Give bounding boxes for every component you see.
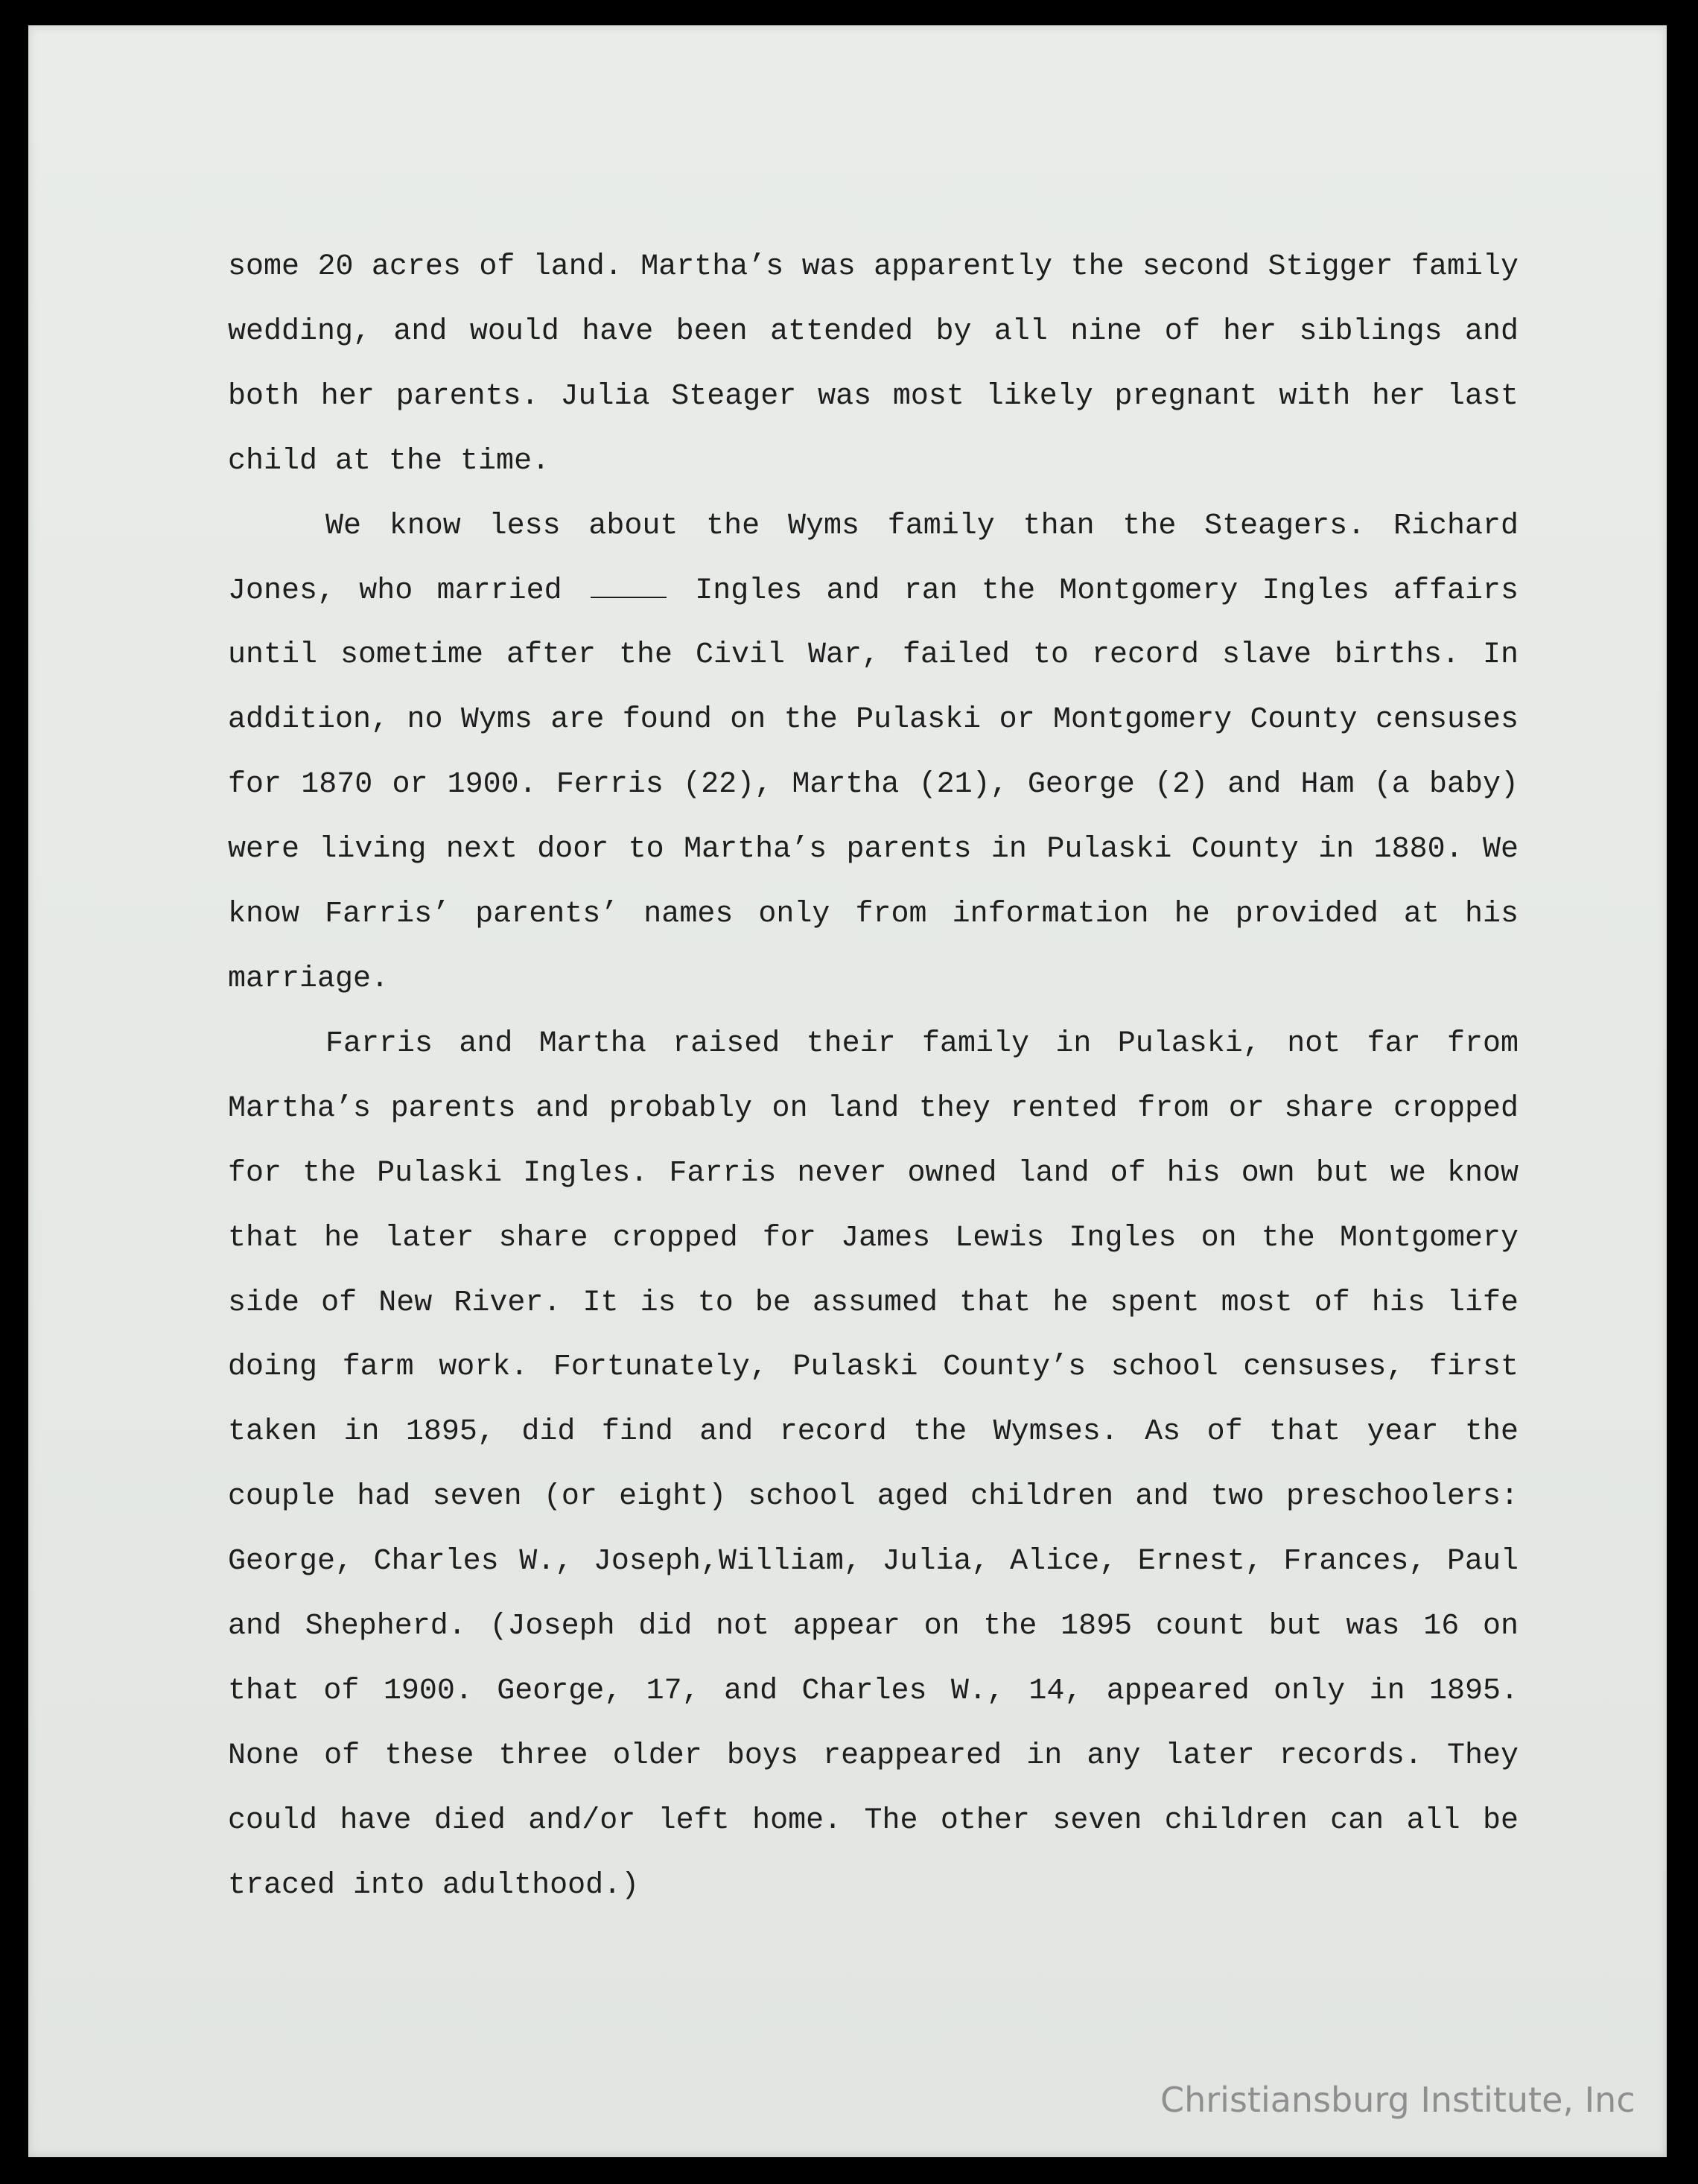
body-text	[228, 235, 1519, 1919]
blank-line	[591, 596, 667, 598]
document-page	[28, 25, 1667, 2157]
paragraph-3: Farris and Martha raised their family in Pulaski, not far from Martha’s parents and probably on land they rented from or share cropped for the Pulaski Ingles. Farris never owned land of his own but we know that he later share cropped for James Lewis Ingles on the Montgomery side of New River. It is to be assumed that he spent most of his life doing farm work. Fortunately, Pulaski County’s school censuses, first taken in 1895, did find and record the Wymses. As of that year the couple had seven (or eight) school aged children and two preschoolers: George, Charles W., Joseph,William, Julia, Alice, Ernest, Frances, Paul and Shepherd. (Joseph did not appear on the 1895 count but was 16 on that of 1900. George, 17, and Charles W., 14, appeared only in 1895. None of these three older boys reappeared in any later records. They could have died and/or left home. The other seven children can all be traced into adulthood.)	[228, 1026, 1519, 1902]
watermark: Christiansburg Institute, Inc	[1160, 2080, 1635, 2120]
paragraph-2	[228, 495, 1519, 1012]
paragraph-2-part-1: We know less about the Wyms family than the Steagers. Richard Jones, who married	[228, 509, 1519, 608]
paragraph-1: some 20 acres of land. Martha’s was apparently the second Stigger family wedding, and would have been attended by all nine of her siblings and both her parents. Julia Steager was most likely pregnant with her last child at the time.	[228, 250, 1519, 478]
paragraph-2-part-2: Ingles and ran the Montgomery Ingles affairs until sometime after the Civil War, failed to record slave births. In addition, no Wyms are found on the Pulaski or Montgomery County censuses for 1870 or 1900. Ferris (22), Martha (21), George (2) and Ham (a baby) were living next door to Martha’s parents in Pulaski County in 1880. We know Farris’ parents’ names only from information he provided at his marriage.	[228, 574, 1519, 996]
